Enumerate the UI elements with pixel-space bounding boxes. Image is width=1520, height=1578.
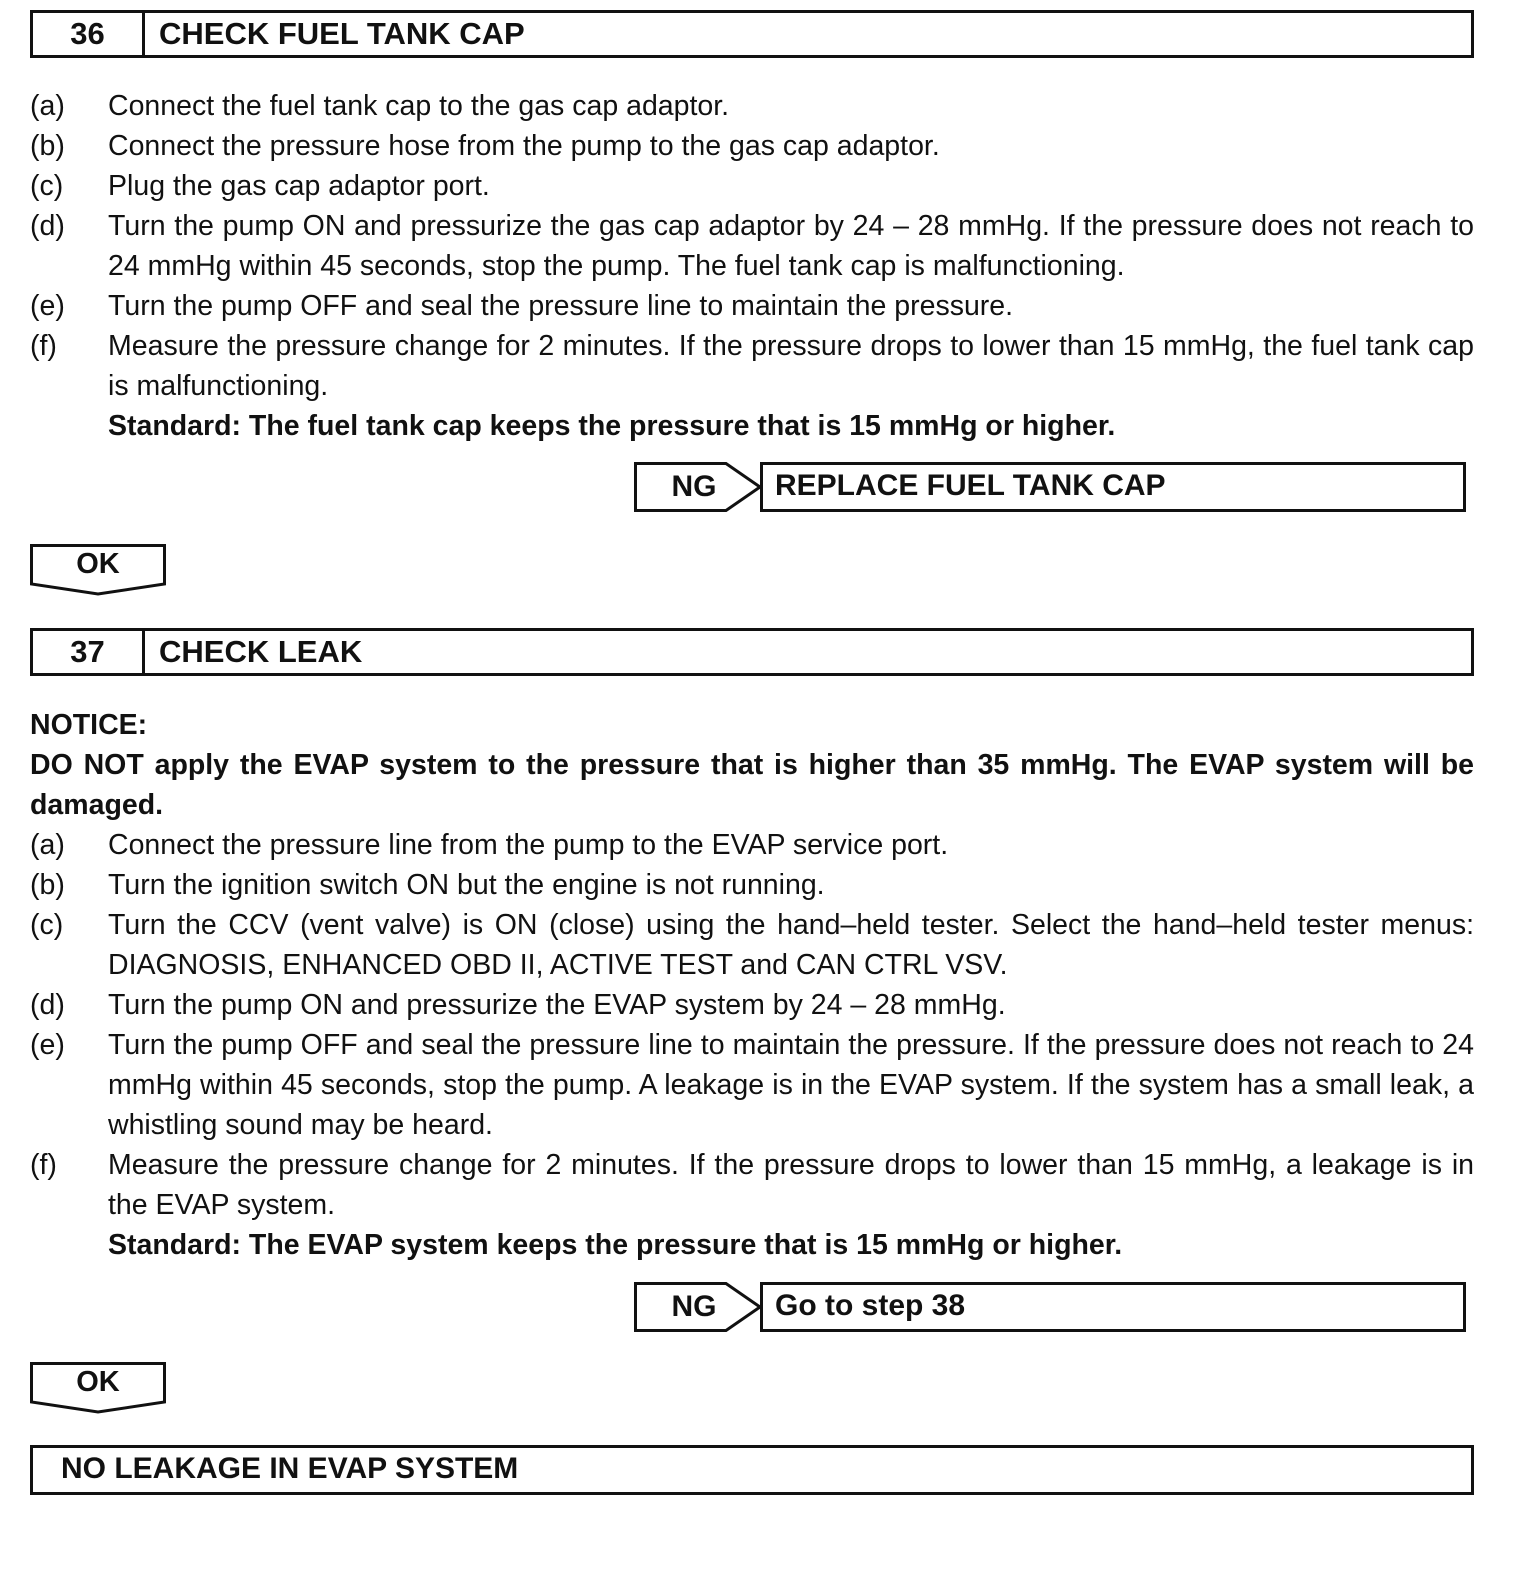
step-36-instructions [30,86,1474,446]
item-text: Plug the gas cap adaptor port. [108,170,490,202]
step-37-header [30,628,1474,676]
instruction-item [30,1025,1474,1145]
notice-title: NOTICE: [30,709,148,741]
item-text: Turn the ignition switch ON but the engine is not running. [108,869,825,901]
ng-action: REPLACE FUEL TANK CAP [760,462,1466,512]
item-label: (c) [30,170,64,202]
ok-label: OK [76,1366,120,1398]
instruction-item [30,865,1474,905]
ng-branch [634,1282,1474,1332]
step-37-instructions [30,705,1474,1265]
item-text: Turn the pump OFF and seal the pressure line to maintain the pressure. [108,290,1014,322]
notice-text: DO NOT apply the EVAP system to the pressure that is higher than 35 mmHg. The EVAP system will be damaged. [30,749,1474,821]
step-36-header [30,10,1474,58]
item-text: Connect the pressure line from the pump to the EVAP service port. [108,829,949,861]
item-label: (b) [30,130,65,162]
instruction-item [30,126,1474,166]
instruction-item [30,206,1474,286]
item-text: Measure the pressure change for 2 minutes. If the pressure drops to lower than 15 mmHg, a leakage is in the EVAP system. [108,1149,1474,1221]
ng-branch [634,462,1474,512]
item-text: Connect the fuel tank cap to the gas cap adaptor. [108,90,730,122]
item-label: (f) [30,1149,57,1181]
item-label: (a) [30,829,65,861]
item-text: Measure the pressure change for 2 minutes. If the pressure drops to lower than 15 mmHg, the fuel tank cap is malfunctioning. [108,330,1474,402]
instruction-item [30,326,1474,406]
ng-label: NG [671,1290,717,1323]
instruction-item [30,166,1474,206]
item-label: (d) [30,210,65,242]
instruction-item [30,905,1474,985]
item-label: (f) [30,330,57,362]
item-label: (a) [30,90,65,122]
ok-branch [30,544,166,596]
standard-spec: Standard: The fuel tank cap keeps the pressure that is 15 mmHg or higher. [108,410,1116,442]
step-number: 37 [33,631,145,673]
ok-label: OK [76,548,120,580]
instruction-item [30,825,1474,865]
item-text: Turn the CCV (vent valve) is ON (close) using the hand–held tester. Select the hand–held tester menus: DIAGNOSIS, ENHANCED OBD II, ACTIVE TEST and CAN CTRL VSV. [108,909,1474,981]
ok-branch [30,1362,166,1414]
item-text: Turn the pump ON and pressurize the gas cap adaptor by 24 – 28 mmHg. If the pressure does not reach to 24 mmHg within 45 seconds, stop the pump. The fuel tank cap is malfunctioning. [108,210,1474,282]
item-label: (d) [30,989,65,1021]
item-text: Turn the pump ON and pressurize the EVAP system by 24 – 28 mmHg. [108,989,1006,1021]
step-number: 36 [33,13,145,55]
item-label: (e) [30,1029,65,1061]
item-label: (b) [30,869,65,901]
item-text: Turn the pump OFF and seal the pressure line to maintain the pressure. If the pressure does not reach to 24 mmHg within 45 seconds, stop the pump. A leakage is in the EVAP system. If the system has a small leak, a whistling sound may be heard. [108,1029,1474,1141]
instruction-item [30,86,1474,126]
ng-action: Go to step 38 [760,1282,1466,1332]
item-label: (c) [30,909,64,941]
ng-label: NG [671,470,717,503]
item-label: (e) [30,290,65,322]
result-box: NO LEAKAGE IN EVAP SYSTEM [30,1445,1474,1495]
step-title: CHECK LEAK [159,634,363,669]
standard-spec: Standard: The EVAP system keeps the pressure that is 15 mmHg or higher. [108,1229,1123,1261]
item-text: Connect the pressure hose from the pump to the gas cap adaptor. [108,130,940,162]
step-title: CHECK FUEL TANK CAP [159,16,525,51]
instruction-item [30,1145,1474,1225]
instruction-item [30,286,1474,326]
instruction-item [30,985,1474,1025]
